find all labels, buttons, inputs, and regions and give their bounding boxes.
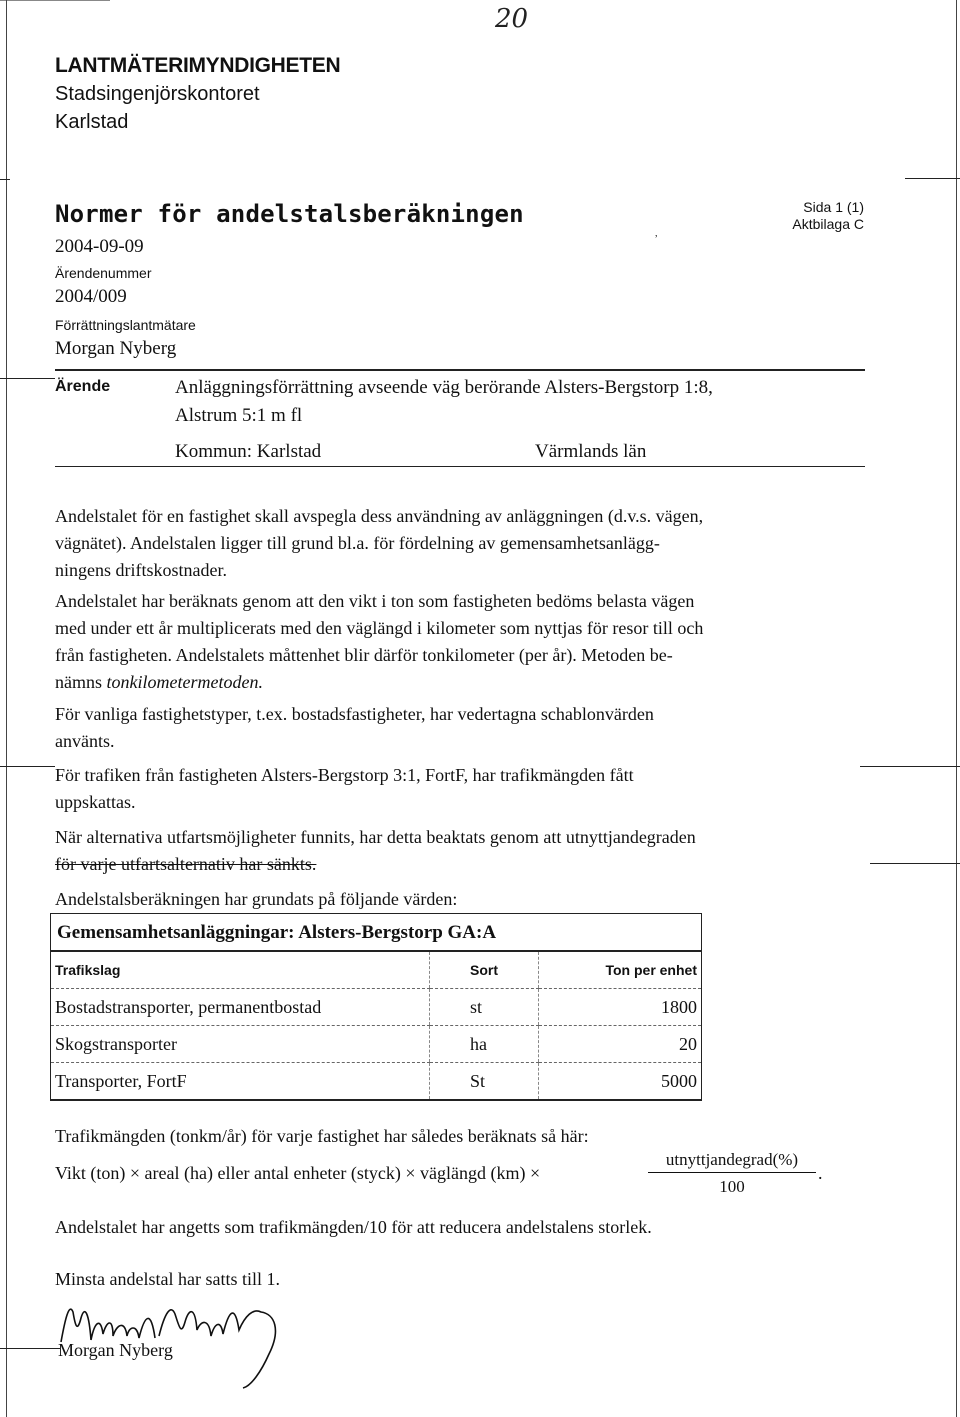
paragraph-4 [55,762,875,816]
paragraph-line: För vanliga fastighetstyper, t.ex. bostadsfastigheter, har vedertagna schablonvärden [55,704,654,724]
header-traffic-type: Trafikslag [51,952,430,989]
formula-intro: Trafikmängden (tonkm/år) för varje fastighet har således beräknats så här: [55,1126,589,1146]
scan-line-top-right [905,178,960,179]
scan-line-left-3 [0,1348,60,1349]
paragraph-7: Andelstalet har angetts som trafikmängden/10 för att reducera andelstalens storlek. [55,1217,652,1237]
paragraph-line: Andelstalet har beräknats genom att den vikt i ton som fastigheten bedöms belasta vägen [55,591,695,611]
matter-line-2: Alstrum 5:1 m fl [175,405,303,426]
scan-right-border [956,0,957,1417]
cell-unit: ha [430,1026,539,1063]
cell-traffic-type: Skogstransporter [51,1026,430,1063]
county: Värmlands län [535,441,647,462]
cell-traffic-type: Transporter, FortF [51,1063,430,1101]
matter-top-rule [55,369,865,371]
page-number: Sida 1 (1) [803,199,864,215]
matter-bottom-rule [55,466,865,467]
table-row [51,1026,702,1063]
document-date: 2004-09-09 [55,236,144,257]
formula-expression: Vikt (ton) × areal (ha) eller antal enheter (styck) × väglängd (km) × [55,1163,541,1183]
municipality: Kommun: Karlstad [175,441,322,462]
matter-line-1: Anläggningsförrättning avseende väg berörande Alsters-Bergstorp 1:8, [175,377,713,398]
surveyor-name: Morgan Nyberg [55,338,177,359]
scan-left-border [6,0,7,1417]
formula-numerator: utnyttjandegrad(%) [648,1150,816,1173]
paragraph-8: Minsta andelstal har satts till 1. [55,1269,280,1289]
office-name: Stadsingenjörskontoret [55,83,260,105]
cell-tons-per-unit: 1800 [539,989,702,1026]
table-title: Gemensamhetsanläggningar: Alsters-Bergstorp GA:A [50,913,702,952]
paragraph-line: uppskattas. [55,792,136,812]
traffic-table [50,952,702,1101]
handwritten-page-number: 20 [495,4,529,34]
document-title: Normer för andelstalsberäkningen [55,200,524,228]
paragraph-3 [55,701,875,755]
paragraph-5 [55,824,875,878]
cell-traffic-type: Bostadstransporter, permanentbostad [51,989,430,1026]
table-row [51,1063,702,1101]
paragraph-line: ningens driftskostnader. [55,560,227,580]
paragraph-line: När alternativa utfartsmöjligheter funnits, har detta beaktats genom att utnyttjandegraden [55,827,696,847]
cell-unit: st [430,989,539,1026]
paragraph-6: Andelstalsberäkningen har grundats på följande värden: [55,889,458,909]
paragraph-line: Andelstalet för en fastighet skall avspegla dess användning av anläggningen (d.v.s. vägen, [55,506,704,526]
table-header-row [51,952,702,989]
paragraph-line: från fastigheten. Andelstalets måttenhet blir därför tonkilometer (per år). Metoden be- [55,645,673,665]
header-unit: Sort [430,952,539,989]
case-number: 2004/009 [55,286,127,307]
cell-tons-per-unit: 20 [539,1026,702,1063]
cell-tons-per-unit: 5000 [539,1063,702,1101]
office-city: Karlstad [55,111,129,133]
scan-line-left-2 [0,378,55,379]
formula-denominator: 100 [719,1177,745,1196]
scan-line-left-1 [0,179,10,180]
scan-line-right-mid [860,766,960,767]
paragraph-line [55,669,875,696]
paragraph-line: För trafiken från fastigheten Alsters-Bergstorp 3:1, FortF, har trafikmängden fått [55,765,634,785]
paragraph-line: för varje utfartsalternativ har sänkts. [55,854,317,874]
case-number-label: Ärendenummer [55,265,152,281]
paragraph-line: med under ett år multiplicerats med den väglängd i kilometer som nyttjas för resor till och [55,618,704,638]
table-row [51,989,702,1026]
method-name: tonkilometermetoden. [106,672,263,692]
formula-fraction [648,1150,816,1197]
paragraph-2 [55,588,875,696]
scan-top-line [0,0,110,1]
agency-name: LANTMÄTERIMYNDIGHETEN [55,54,341,77]
paragraph-line: vägnätet). Andelstalen ligger till grund bl.a. för fördelning av gemensamhetsanlägg- [55,533,660,553]
header-tons-per-unit: Ton per enhet [539,952,702,989]
attachment-label: Aktbilaga C [792,216,864,232]
cell-unit: St [430,1063,539,1101]
values-table [50,913,702,1101]
signature-name: Morgan Nyberg [58,1340,173,1360]
page-info [792,199,864,233]
matter-label: Ärende [55,378,111,395]
formula-end: . [818,1163,823,1183]
scan-line-right-2 [870,863,960,864]
surveyor-label: Förrättningslantmätare [55,317,196,333]
scan-speck: , [655,228,658,239]
scan-line-left-mid [0,766,55,767]
paragraph-1 [55,503,875,584]
paragraph-line: använts. [55,731,115,751]
paragraph-text: nämns [55,672,107,692]
